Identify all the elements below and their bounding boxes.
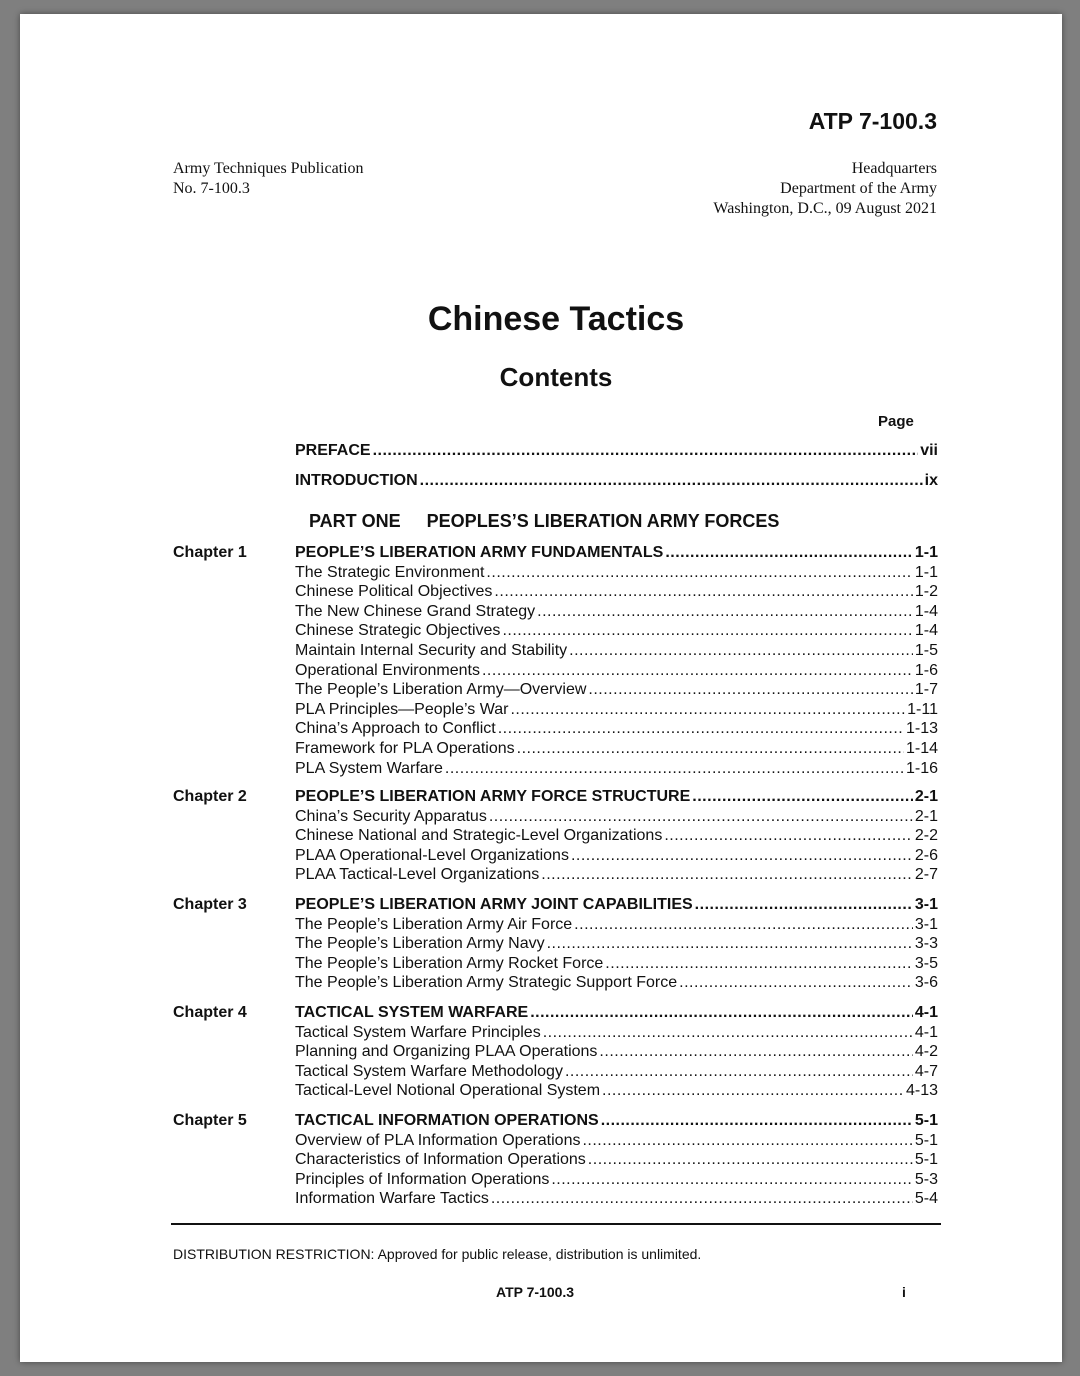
toc-entry-title: Characteristics of Information Operations xyxy=(295,1151,586,1168)
toc-entry-title: Chinese Strategic Objectives xyxy=(295,622,501,639)
toc-entry-section[interactable] xyxy=(295,934,938,954)
toc-entry-title: Tactical-Level Notional Operational System xyxy=(295,1082,601,1099)
dot-leader xyxy=(601,1111,913,1130)
toc-entry-page: 1-1 xyxy=(914,564,938,581)
toc-entry-page: 1-13 xyxy=(905,720,938,737)
dot-leader xyxy=(498,719,904,738)
toc-entry-section[interactable] xyxy=(295,739,938,759)
toc-entry-section[interactable] xyxy=(295,807,938,827)
dot-leader xyxy=(530,1003,913,1022)
toc-entry-page: 1-5 xyxy=(914,642,938,659)
toc-entry-title: Operational Environments xyxy=(295,662,480,679)
location-date: Washington, D.C., 09 August 2021 xyxy=(713,200,937,217)
dot-leader xyxy=(565,1062,913,1081)
toc-entry-front-1[interactable] xyxy=(295,441,938,461)
toc-entry-page: 1-1 xyxy=(914,544,938,561)
dot-leader xyxy=(602,1081,904,1100)
dot-leader xyxy=(502,621,912,640)
dot-leader xyxy=(605,954,913,973)
chapter-label: Chapter 4 xyxy=(173,1004,247,1021)
toc-entry-title: Planning and Organizing PLAA Operations xyxy=(295,1043,598,1060)
toc-entry-section[interactable] xyxy=(295,1081,938,1101)
toc-entry-section[interactable] xyxy=(295,865,938,885)
toc-entry-title: Chinese National and Strategic-Level Organizations xyxy=(295,827,663,844)
toc-entry-section[interactable] xyxy=(295,1042,938,1062)
toc-entry-section[interactable] xyxy=(295,602,938,622)
toc-entry-section[interactable] xyxy=(295,680,938,700)
toc-entry-section[interactable] xyxy=(295,621,938,641)
dot-leader xyxy=(543,1023,913,1042)
toc-entry-page: 3-3 xyxy=(914,935,938,952)
dot-leader xyxy=(569,641,913,660)
toc-entry-section[interactable] xyxy=(295,846,938,866)
dot-leader xyxy=(679,973,913,992)
toc-entry-chapter-2[interactable] xyxy=(295,787,938,807)
chapter-label: Chapter 5 xyxy=(173,1112,247,1129)
dot-leader xyxy=(551,1170,913,1189)
part-label: PART ONE xyxy=(309,511,401,531)
toc-entry-chapter-1[interactable] xyxy=(295,543,938,563)
toc-entry-section[interactable] xyxy=(295,1189,938,1209)
toc-entry-title: Tactical System Warfare Principles xyxy=(295,1024,541,1041)
toc-entry-page: 2-1 xyxy=(914,808,938,825)
dot-leader xyxy=(445,759,904,778)
toc-entry-page: 5-1 xyxy=(914,1112,938,1129)
toc-entry-title: PLAA Tactical-Level Organizations xyxy=(295,866,540,883)
toc-entry-title: The People’s Liberation Army—Overview xyxy=(295,681,587,698)
toc-entry-title: PLA System Warfare xyxy=(295,760,443,777)
toc-entry-chapter-5[interactable] xyxy=(295,1111,938,1131)
toc-entry-title: The People’s Liberation Army Air Force xyxy=(295,916,573,933)
toc-entry-title: Framework for PLA Operations xyxy=(295,740,515,757)
toc-entry-page: 3-1 xyxy=(914,896,938,913)
dot-leader xyxy=(537,602,913,621)
dot-leader xyxy=(373,441,919,460)
toc-entry-title: PEOPLE’S LIBERATION ARMY FUNDAMENTALS xyxy=(295,544,664,561)
dot-leader xyxy=(510,700,905,719)
toc-entry-page: 1-14 xyxy=(905,740,938,757)
toc-entry-section[interactable] xyxy=(295,563,938,583)
dot-leader xyxy=(695,895,913,914)
toc-entry-chapter-4[interactable] xyxy=(295,1003,938,1023)
toc-entry-section[interactable] xyxy=(295,1062,938,1082)
contents-heading: Contents xyxy=(499,362,613,392)
toc-entry-title: PEOPLE’S LIBERATION ARMY FORCE STRUCTURE xyxy=(295,788,691,805)
toc-entry-title: INTRODUCTION xyxy=(295,472,418,489)
dot-leader xyxy=(517,739,904,758)
toc-entry-section[interactable] xyxy=(295,1150,938,1170)
toc-entry-section[interactable] xyxy=(295,1023,938,1043)
dot-leader xyxy=(588,680,912,699)
dot-leader xyxy=(588,1150,913,1169)
toc-entry-page: 4-2 xyxy=(914,1043,938,1060)
toc-entry-title: Tactical System Warfare Methodology xyxy=(295,1063,563,1080)
toc-entry-page: 4-7 xyxy=(914,1063,938,1080)
toc-entry-page: 4-1 xyxy=(914,1004,938,1021)
toc-entry-section[interactable] xyxy=(295,915,938,935)
part-heading xyxy=(309,511,779,532)
toc-entry-page: 5-3 xyxy=(914,1171,938,1188)
toc-entry-section[interactable] xyxy=(295,1170,938,1190)
toc-entry-page: 2-6 xyxy=(914,847,938,864)
toc-entry-page: 3-6 xyxy=(914,974,938,991)
toc-entry-title: TACTICAL INFORMATION OPERATIONS xyxy=(295,1112,599,1129)
toc-entry-page: 4-1 xyxy=(914,1024,938,1041)
dot-leader xyxy=(541,865,913,884)
toc-entry-title: PREFACE xyxy=(295,442,371,459)
toc-entry-section[interactable] xyxy=(295,700,938,720)
toc-entry-title: PLA Principles—People’s War xyxy=(295,701,509,718)
toc-entry-section[interactable] xyxy=(295,641,938,661)
toc-entry-title: The People’s Liberation Army Strategic Support Force xyxy=(295,974,678,991)
department-label: Department of the Army xyxy=(780,180,937,197)
dot-leader xyxy=(599,1042,912,1061)
toc-entry-page: 2-1 xyxy=(914,788,938,805)
toc-entry-section[interactable] xyxy=(295,759,938,779)
footer-divider xyxy=(171,1223,941,1225)
toc-entry-page: 3-5 xyxy=(914,955,938,972)
toc-entry-page: 5-1 xyxy=(914,1132,938,1149)
toc-entry-front-2[interactable] xyxy=(295,471,938,491)
toc-entry-title: TACTICAL SYSTEM WARFARE xyxy=(295,1004,529,1021)
toc-entry-section[interactable] xyxy=(295,954,938,974)
toc-entry-page: 1-11 xyxy=(907,701,938,718)
toc-entry-title: The Strategic Environment xyxy=(295,564,485,581)
dot-leader xyxy=(482,661,913,680)
toc-entry-chapter-3[interactable] xyxy=(295,895,938,915)
toc-entry-page: 1-2 xyxy=(914,583,938,600)
toc-entry-page: 1-7 xyxy=(914,681,938,698)
part-title: PEOPLES’S LIBERATION ARMY FORCES xyxy=(426,511,780,531)
publication-type: Army Techniques Publication xyxy=(173,160,364,177)
toc-entry-title: Principles of Information Operations xyxy=(295,1171,550,1188)
toc-entry-section[interactable] xyxy=(295,661,938,681)
toc-entry-title: China’s Approach to Conflict xyxy=(295,720,496,737)
toc-entry-section[interactable] xyxy=(295,826,938,846)
publication-number: No. 7-100.3 xyxy=(173,180,250,197)
dot-leader xyxy=(665,543,913,562)
toc-entry-page: 1-4 xyxy=(914,622,938,639)
chapter-label: Chapter 2 xyxy=(173,788,247,805)
chapter-label: Chapter 1 xyxy=(173,544,247,561)
dot-leader xyxy=(491,1189,913,1208)
toc-entry-title: PLAA Operational-Level Organizations xyxy=(295,847,569,864)
headquarters-label: Headquarters xyxy=(851,160,937,177)
toc-entry-title: Maintain Internal Security and Stability xyxy=(295,642,568,659)
dot-leader xyxy=(571,846,913,865)
toc-entry-title: The People’s Liberation Army Rocket Force xyxy=(295,955,604,972)
document-id-header: ATP 7-100.3 xyxy=(808,108,937,134)
toc-entry-section[interactable] xyxy=(295,973,938,993)
toc-entry-page: 3-1 xyxy=(914,916,938,933)
dot-leader xyxy=(692,787,913,806)
chapter-label: Chapter 3 xyxy=(173,896,247,913)
toc-entry-page: 2-7 xyxy=(914,866,938,883)
toc-entry-title: PEOPLE’S LIBERATION ARMY JOINT CAPABILITIES xyxy=(295,896,693,913)
dot-leader xyxy=(494,582,912,601)
toc-entry-title: China’s Security Apparatus xyxy=(295,808,487,825)
page-column-label: Page xyxy=(878,413,914,430)
toc-entry-title: Chinese Political Objectives xyxy=(295,583,493,600)
toc-entry-page: 1-6 xyxy=(914,662,938,679)
document-title: Chinese Tactics xyxy=(427,300,685,338)
toc-entry-section[interactable] xyxy=(295,582,938,602)
toc-entry-page: 2-2 xyxy=(914,827,938,844)
toc-entry-section[interactable] xyxy=(295,1131,938,1151)
footer-page-number: i xyxy=(902,1284,906,1300)
toc-entry-page: 4-13 xyxy=(905,1082,938,1099)
dot-leader xyxy=(664,826,913,845)
dot-leader xyxy=(582,1131,912,1150)
dot-leader xyxy=(420,471,923,490)
toc-entry-page: 5-1 xyxy=(914,1151,938,1168)
toc-entry-page: vii xyxy=(920,442,938,459)
toc-entry-section[interactable] xyxy=(295,719,938,739)
toc-entry-title: Overview of PLA Information Operations xyxy=(295,1132,581,1149)
headquarters-info xyxy=(620,159,937,219)
document-page xyxy=(20,14,1062,1362)
toc-entry-page: ix xyxy=(924,472,938,489)
dot-leader xyxy=(489,807,913,826)
toc-entry-page: 5-4 xyxy=(914,1190,938,1207)
distribution-restriction: DISTRIBUTION RESTRICTION: Approved for public release, distribution is unlimited. xyxy=(173,1246,702,1262)
toc-entry-title: Information Warfare Tactics xyxy=(295,1190,489,1207)
dot-leader xyxy=(486,563,912,582)
toc-entry-page: 1-4 xyxy=(914,603,938,620)
dot-leader xyxy=(574,915,913,934)
publication-info xyxy=(173,159,364,199)
dot-leader xyxy=(547,934,913,953)
footer-document-id: ATP 7-100.3 xyxy=(496,1284,575,1300)
toc-entry-title: The New Chinese Grand Strategy xyxy=(295,603,536,620)
toc-entry-page: 1-16 xyxy=(905,760,938,777)
toc-entry-title: The People’s Liberation Army Navy xyxy=(295,935,545,952)
